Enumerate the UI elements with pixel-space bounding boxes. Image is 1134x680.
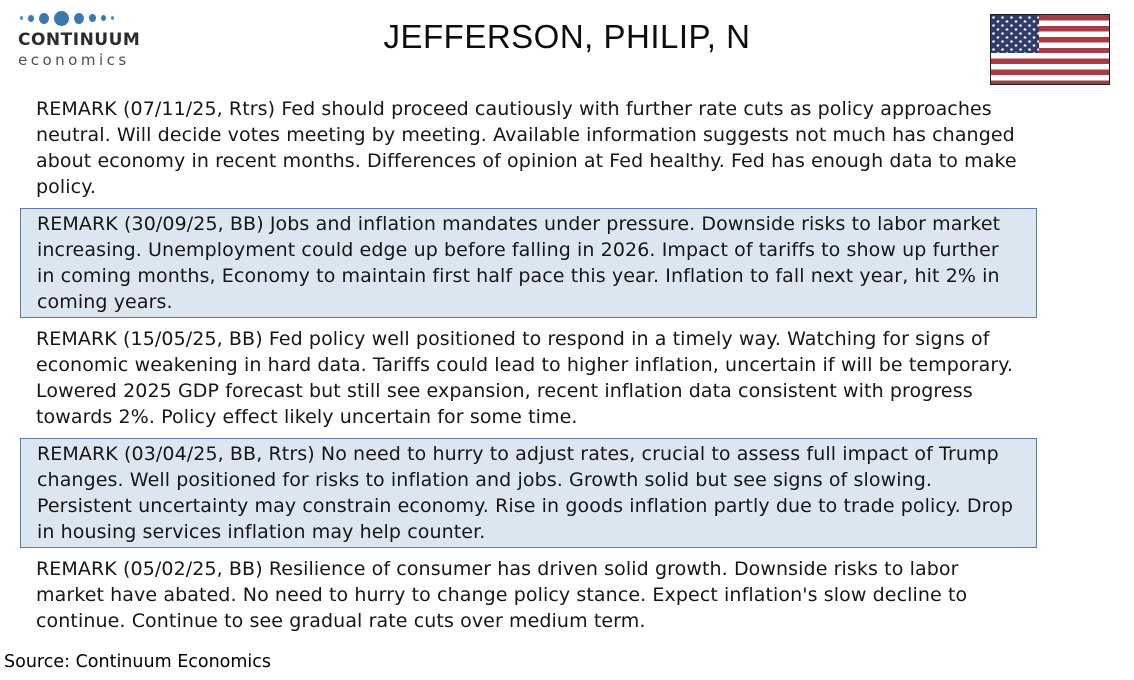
us-flag-icon (990, 14, 1110, 85)
source-line: Source: Continuum Economics (4, 652, 272, 672)
brand-name: CONTINUUM (18, 30, 141, 50)
remark-item: REMARK (15/05/25, BB) Fed policy well positioned to respond in a timely way. Watching for signs of economic weakening in hard data. Tariffs could lead to higher inflation, uncertain if will be temporary. Lowered 2025 GDP forecast but still see expansion, recent inflation data consistent with progress towards 2%. Policy effect likely uncertain for some time. (36, 328, 1014, 428)
flag-canton-stars (991, 15, 1039, 53)
remark-item-highlighted: REMARK (30/09/25, BB) Jobs and inflation mandates under pressure. Downside risks to labor market increasing. Unemployment could edge up before falling in 2026. Impact of tariffs to show up further in coming months, Economy to maintain first half pace this year. Inflation to fall next year, hit 2% in coming years. (20, 208, 1037, 318)
remark-item-highlighted: REMARK (03/04/25, BB, Rtrs) No need to hurry to adjust rates, crucial to assess full impact of Trump changes. Well positioned for risks to inflation and jobs. Growth solid but see signs of slowing. Persistent uncertainty may constrain economy. Rise in goods inflation partly due to trade policy. Drop in housing services inflation may help counter. (20, 438, 1037, 548)
brand-subname: economics (18, 51, 130, 69)
remark-item: REMARK (07/11/25, Rtrs) Fed should proceed cautiously with further rate cuts as policy approaches neutral. Will decide votes meeting by meeting. Available information suggests not much has changed about economy in recent months. Differences of opinion at Fed healthy. Fed has enough data to make policy. (36, 98, 1017, 198)
page-title: JEFFERSON, PHILIP, N (383, 18, 751, 55)
remark-item: REMARK (05/02/25, BB) Resilience of consumer has driven solid growth. Downside risks to labor market have abated. No need to hurry to change policy stance. Expect inflation's slow decline to continue. Continue to see gradual rate cuts over medium term. (36, 558, 968, 632)
